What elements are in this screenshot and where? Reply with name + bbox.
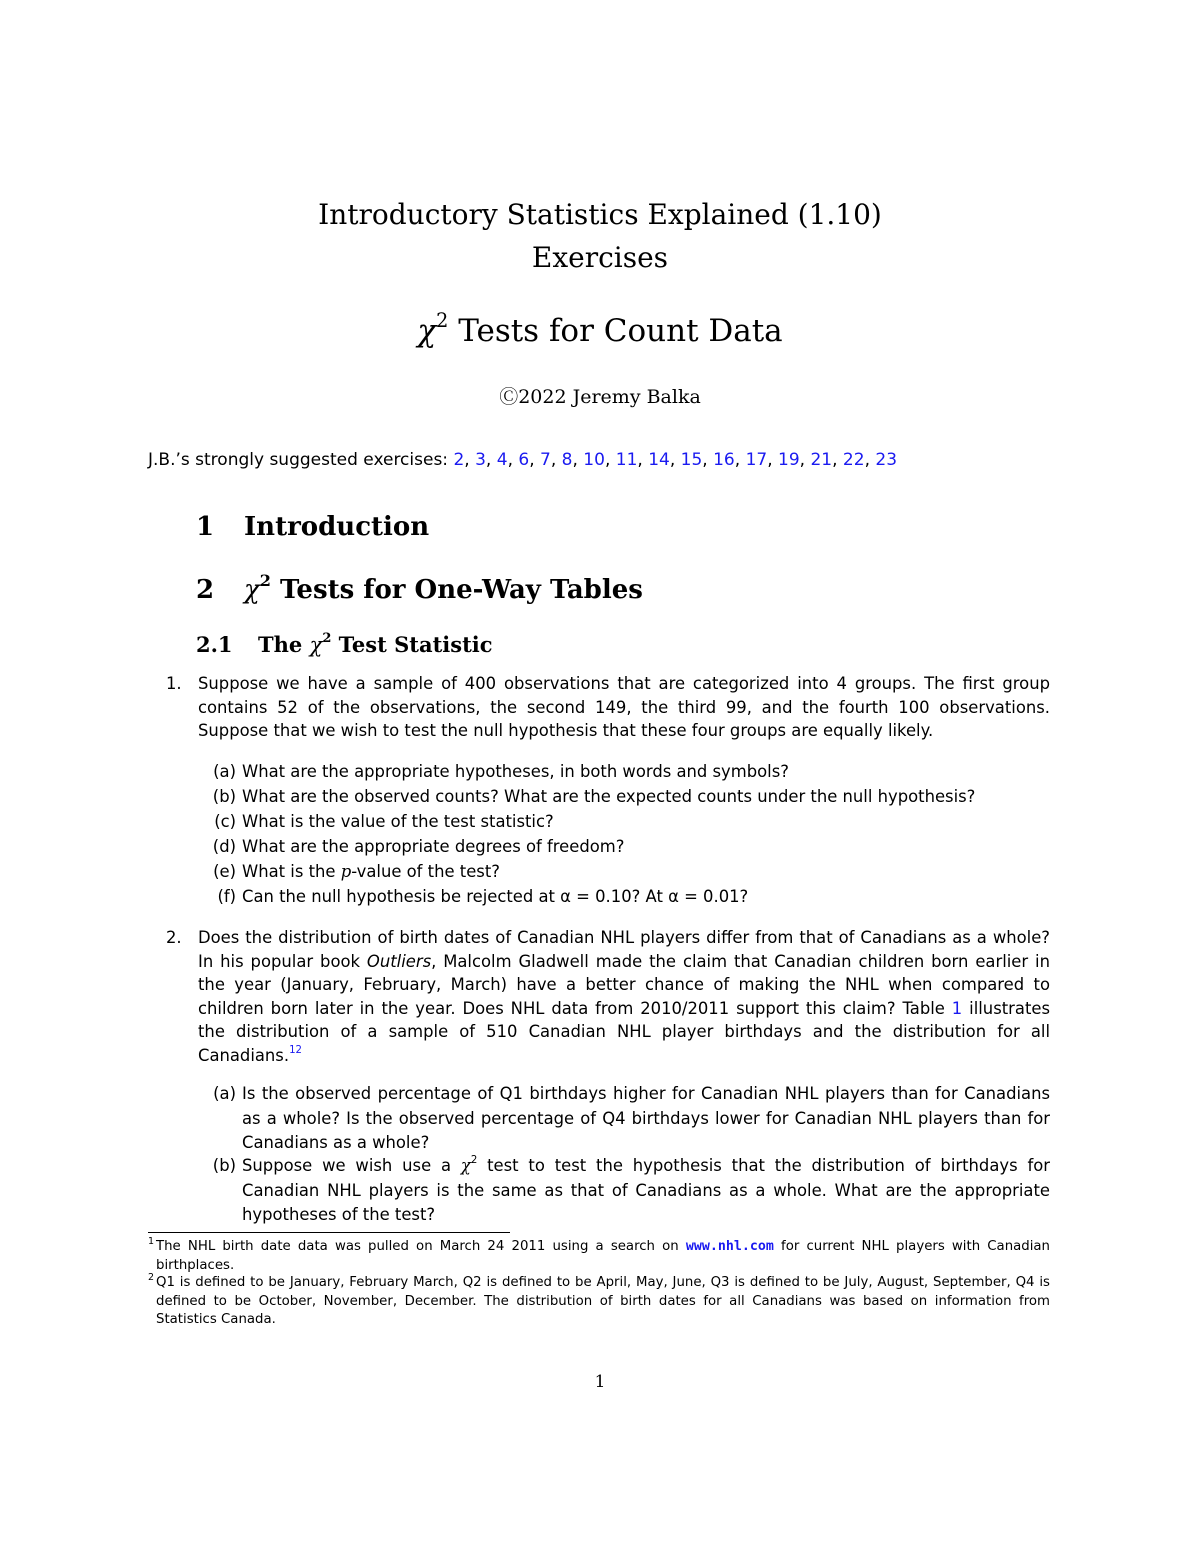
- exercise-1: [166, 672, 1050, 743]
- exercise-1c: [200, 810, 1050, 835]
- part-label: (e): [213, 862, 236, 881]
- suggested-exercise-link[interactable]: 7: [540, 450, 551, 470]
- document-subtitle: [0, 308, 1200, 350]
- part-text-pre: Suppose we wish use a: [242, 1156, 461, 1175]
- suggested-exercise-link[interactable]: 15: [680, 450, 703, 470]
- suggested-exercises: [148, 450, 897, 470]
- title-line-2: Exercises: [531, 241, 669, 274]
- suggested-exercise-link[interactable]: 3: [475, 450, 486, 470]
- part-text: Can the null hypothesis be rejected at α = 0.10? At α = 0.01?: [242, 887, 749, 906]
- separator: ,: [529, 450, 541, 470]
- part-label: (b): [212, 787, 236, 806]
- subsection-2-1-heading: [196, 632, 493, 657]
- exercise-1d: [200, 835, 1050, 860]
- suggested-exercise-link[interactable]: 22: [842, 450, 865, 470]
- suggested-exercise-link[interactable]: 17: [745, 450, 768, 470]
- suggested-links: [453, 450, 897, 470]
- exercise-text-b: , Malcolm Gladwell made the claim that Canadian children born earlier in the year (January, February, March) have a better chance of making the NHL when compared to children born later in the year. Does NHL data from 2010/2011 support this claim? Table: [198, 951, 1050, 1018]
- suggested-exercise-link[interactable]: 16: [713, 450, 735, 470]
- exercise-2a: [200, 1082, 1050, 1156]
- author-line: [0, 382, 1200, 409]
- exercise-text-c: illustrates the distribution of a sample of 510 Canadian NHL player birthdays and the distribution for all Canadians.: [198, 998, 1050, 1065]
- subsection-title-post: Test Statistic: [331, 632, 493, 657]
- footnote-reference-links[interactable]: 12: [289, 1044, 302, 1056]
- exercise-text: [198, 926, 1050, 1067]
- footnote-text-pre: The NHL birth date data was pulled on March 24 2011 using a search on: [156, 1239, 686, 1254]
- suggested-exercise-link[interactable]: 11: [615, 450, 638, 470]
- part-text: [242, 1154, 1050, 1228]
- section-title: Tests for One-Way Tables: [270, 575, 643, 605]
- exercise-1a: [200, 760, 1050, 785]
- section-superscript: 2: [259, 570, 271, 590]
- suggested-label: J.B.’s strongly suggested exercises:: [148, 450, 449, 470]
- footnote-marker: 1: [148, 1236, 155, 1247]
- suggested-exercise-link[interactable]: 23: [875, 450, 898, 470]
- subsection-superscript: 2: [322, 631, 332, 647]
- suggested-exercise-link[interactable]: 19: [778, 450, 800, 470]
- separator: ,: [864, 450, 876, 470]
- footnote-text: Q1 is defined to be January, February March, Q2 is defined to be April, May, June, Q3 is defined to be July, August, September, Q4 is defined to be October, November, December. The distribution of birth dates for all Canadians was based on information from Statistics Canada.: [156, 1275, 1050, 1327]
- suggested-exercise-link[interactable]: 14: [648, 450, 670, 470]
- part-text: What are the appropriate degrees of freedom?: [242, 837, 625, 856]
- table-reference-link[interactable]: 1: [951, 998, 963, 1018]
- exercise-2: [166, 926, 1050, 1067]
- footnote-2: [148, 1274, 1050, 1330]
- separator: ,: [604, 450, 616, 470]
- nhl-website-link[interactable]: www.nhl.com: [685, 1239, 774, 1254]
- section-1-heading: [196, 512, 429, 542]
- suggested-exercise-link[interactable]: 4: [496, 450, 508, 470]
- subsection-number: 2.1: [196, 632, 233, 657]
- suggested-exercise-link[interactable]: 8: [561, 450, 573, 470]
- part-label: (d): [212, 837, 236, 856]
- part-text-post: test to test the hypothesis that the distribution of birthdays for Canadian NHL players is the same as that of Canadians as a whole. What are the appropriate hypotheses of the test?: [242, 1156, 1050, 1224]
- separator: ,: [464, 450, 476, 470]
- document-title: [0, 198, 1200, 275]
- footnote-text: [156, 1238, 1050, 1275]
- section-number: 2: [196, 575, 215, 605]
- part-text: What is the value of the test statistic?: [242, 812, 554, 831]
- part-text: Is the observed percentage of Q1 birthdays higher for Canadian NHL players than for Canadians as a whole? Is the observed percentage of Q4 birthdays lower for Canadian NHL players than for Canadians as a whole?: [242, 1084, 1050, 1152]
- suggested-exercise-link[interactable]: 6: [518, 450, 530, 470]
- subtitle-superscript: 2: [436, 308, 449, 332]
- part-label: (f): [217, 887, 236, 906]
- author-name: 2022 Jeremy Balka: [518, 386, 701, 408]
- footnote-1: [148, 1238, 1050, 1275]
- suggested-exercise-link[interactable]: 10: [583, 450, 605, 470]
- section-title: Introduction: [244, 512, 430, 542]
- part-label: (a): [213, 762, 236, 781]
- section-2-heading: [196, 570, 643, 605]
- exercise-2b: [200, 1154, 1050, 1228]
- separator: ,: [572, 450, 584, 470]
- separator: ,: [702, 450, 714, 470]
- separator: ,: [507, 450, 519, 470]
- chi-superscript: 2: [470, 1155, 478, 1167]
- suggested-exercise-link[interactable]: 2: [453, 450, 465, 470]
- separator: ,: [734, 450, 746, 470]
- part-text: What are the observed counts? What are the expected counts under the null hypothesis?: [242, 787, 976, 806]
- subtitle-text: Tests for Count Data: [448, 313, 783, 349]
- separator: ,: [799, 450, 811, 470]
- footnote-marker: 2: [148, 1272, 155, 1283]
- part-label: (c): [214, 812, 236, 831]
- part-text: What are the appropriate hypotheses, in both words and symbols?: [242, 762, 789, 781]
- footnote-divider: [148, 1232, 510, 1233]
- separator: ,: [669, 450, 681, 470]
- part-text: [242, 860, 1050, 885]
- section-number: 1: [196, 512, 215, 542]
- part-label: (a): [213, 1084, 236, 1103]
- separator: ,: [550, 450, 562, 470]
- exercise-number: 1.: [166, 674, 182, 693]
- exercise-number: 2.: [166, 928, 182, 947]
- exercise-text: Suppose we have a sample of 400 observations that are categorized into 4 groups. The first group contains 52 of the observations, the second 149, the third 99, and the fourth 100 observations. Suppose that we wish to test the null hypothesis that these four groups are equally likely.: [198, 674, 1050, 740]
- section-chi-symbol: χ: [244, 575, 260, 605]
- part-text-post: -value of the test?: [351, 862, 500, 881]
- exercise-1b: [200, 785, 1050, 810]
- separator: ,: [767, 450, 779, 470]
- subtitle-chi-symbol: χ: [417, 313, 437, 349]
- part-text-pre: What is the: [242, 862, 341, 881]
- page-number: 1: [594, 1372, 606, 1392]
- separator: ,: [832, 450, 843, 470]
- part-label: (b): [212, 1156, 236, 1175]
- p-variable: p: [340, 862, 352, 881]
- copyright-icon: Ⓒ: [499, 386, 519, 408]
- separator: ,: [485, 450, 497, 470]
- subsection-title-pre: The: [258, 632, 310, 657]
- footnote-text-post: for current NHL players with Canadian birthplaces.: [156, 1239, 1050, 1273]
- suggested-exercise-link[interactable]: 21: [810, 450, 833, 470]
- chi-symbol: χ: [460, 1156, 471, 1175]
- exercise-1f: [200, 885, 1050, 910]
- separator: ,: [637, 450, 649, 470]
- book-title: Outliers: [366, 951, 432, 971]
- title-line-1: Introductory Statistics Explained (1.10): [318, 198, 882, 231]
- subsection-chi-symbol: χ: [309, 633, 323, 657]
- exercise-1e: [200, 860, 1050, 885]
- exercise-text-a: Does the distribution of birth dates of Canadian NHL players differ from that of Canadians as a whole? In his popular book: [198, 928, 1050, 971]
